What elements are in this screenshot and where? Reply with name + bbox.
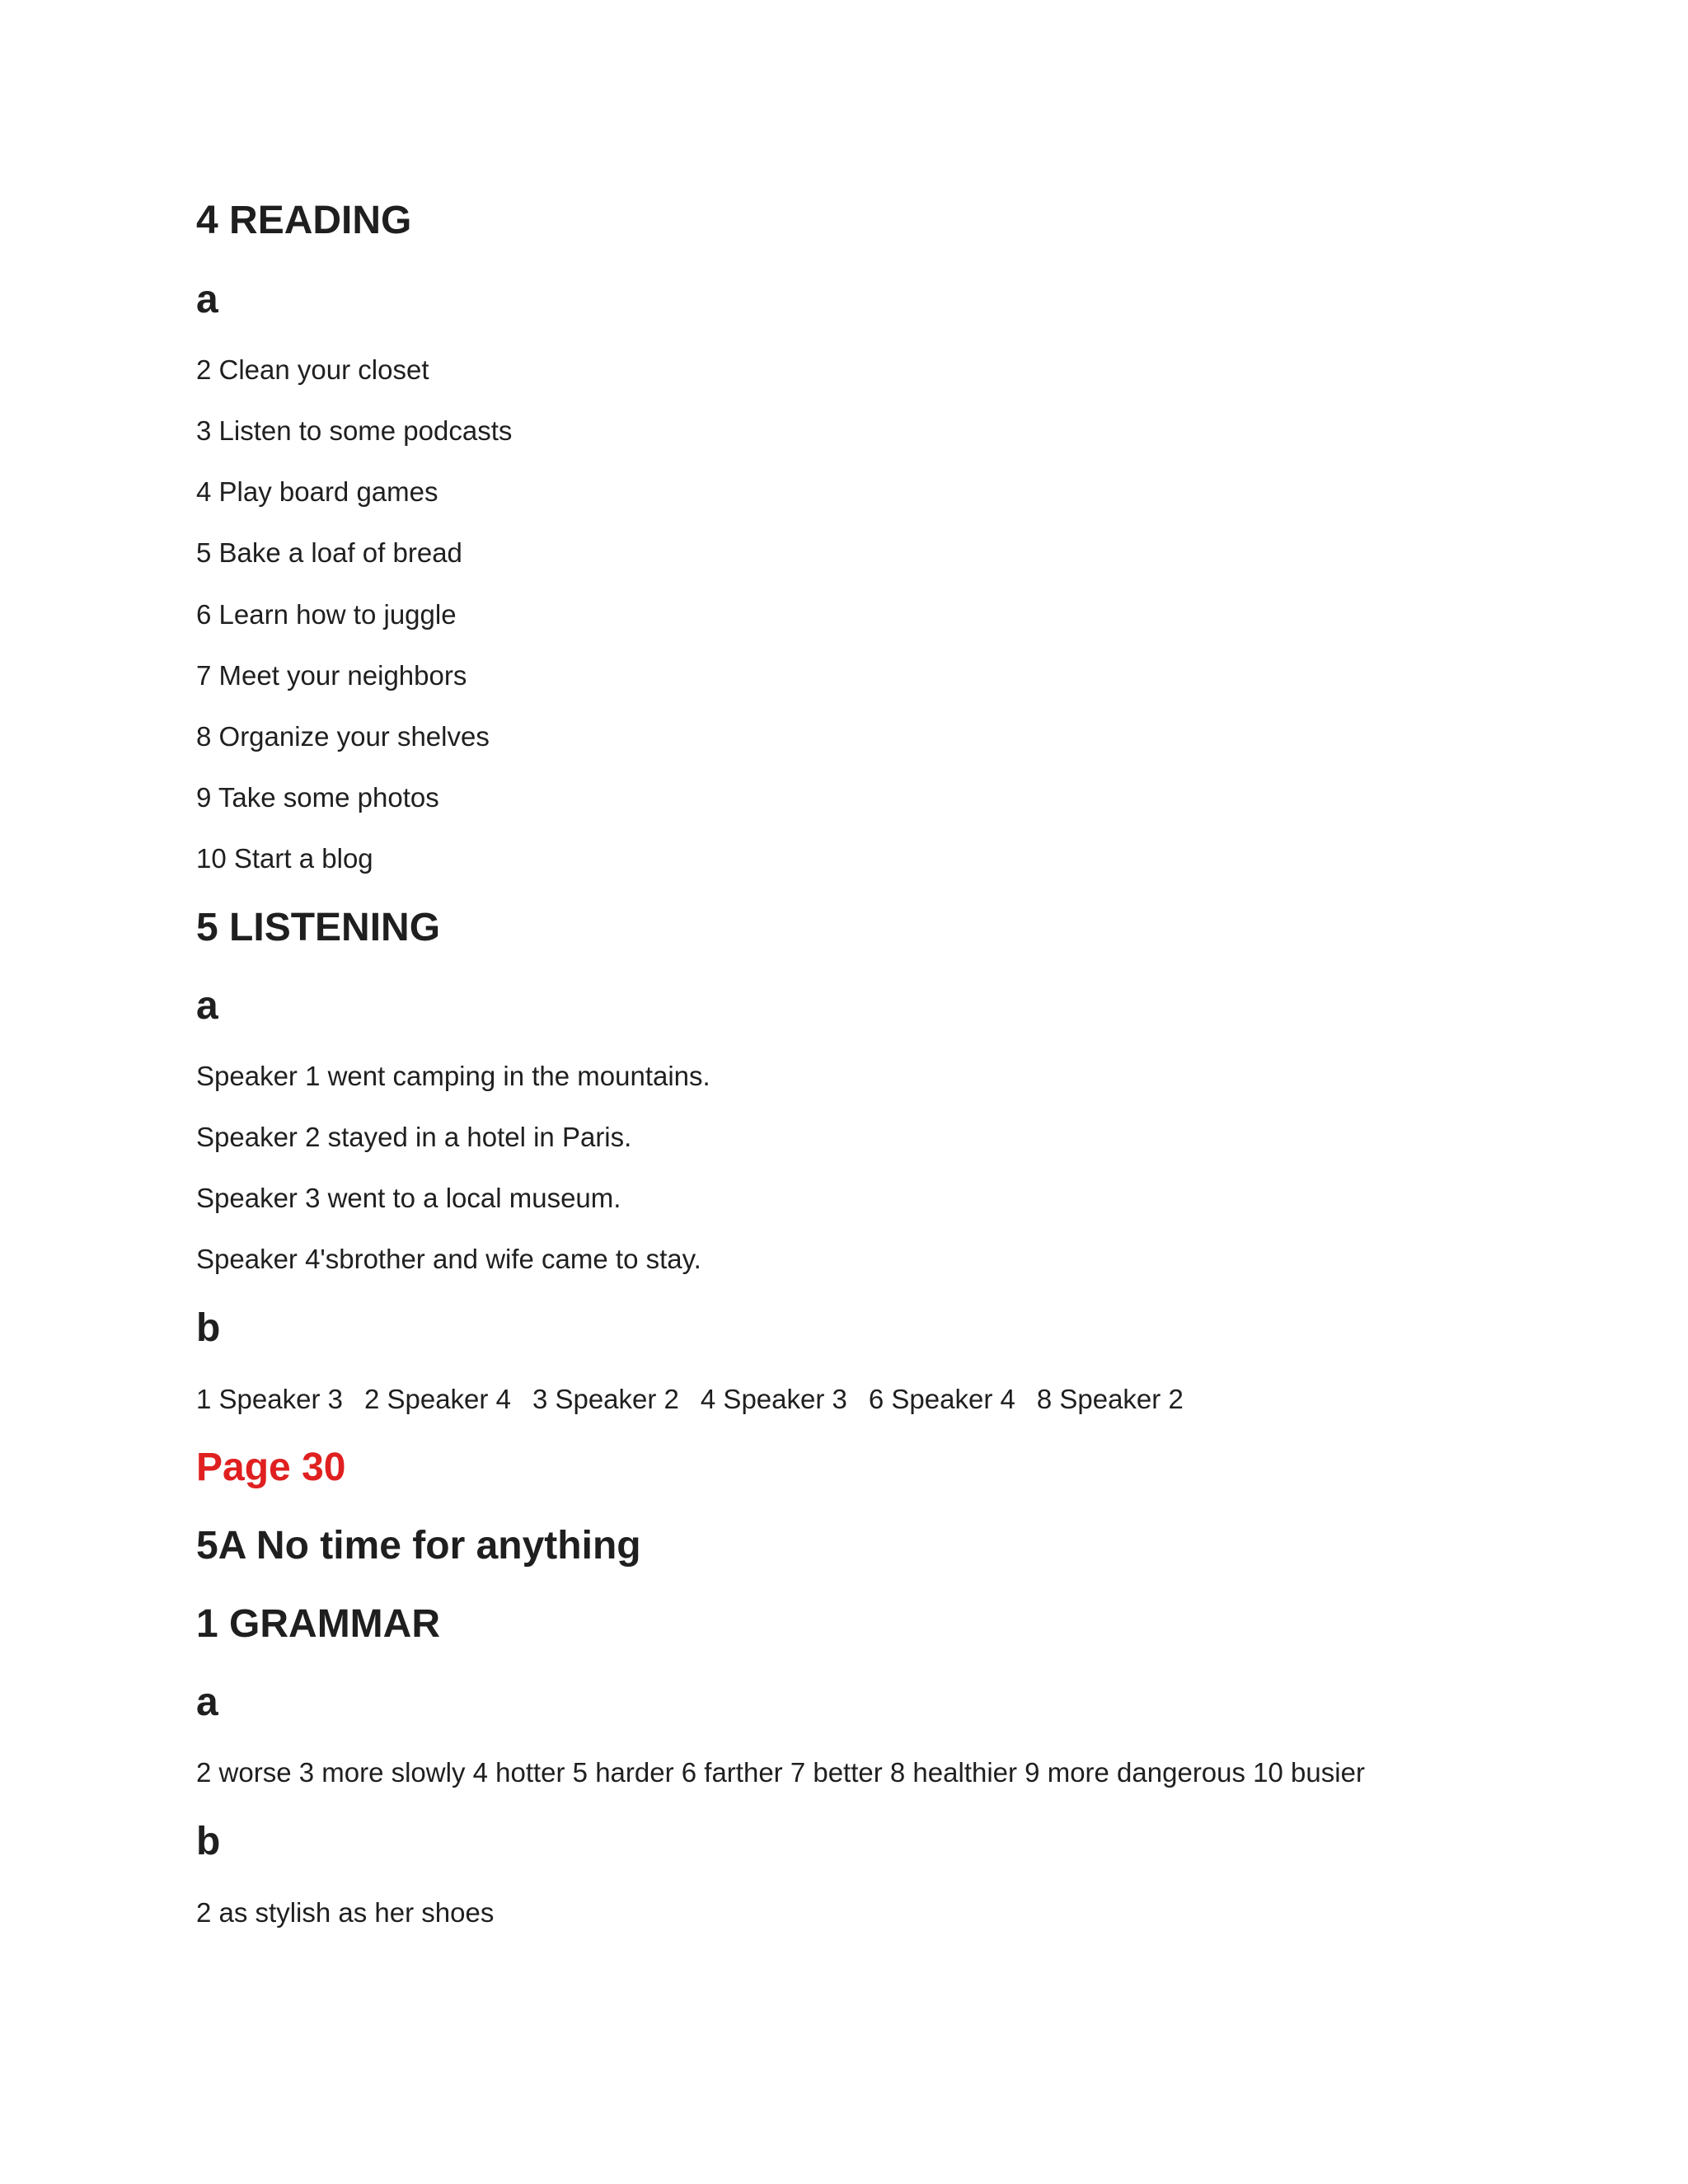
reading-item: 7 Meet your neighbors: [196, 660, 467, 691]
speaker-answers-row: [196, 1381, 1205, 1418]
grammar-heading: 1 GRAMMAR: [196, 1602, 440, 1646]
speaker-answer: 1 Speaker 3: [196, 1384, 343, 1414]
grammar-answer-b: 2 as stylish as her shoes: [196, 1897, 495, 1928]
listening-item: Speaker 4'sbrother and wife came to stay.: [196, 1244, 701, 1274]
listening-item: Speaker 3 went to a local museum.: [196, 1183, 621, 1213]
listening-item: Speaker 2 stayed in a hotel in Paris.: [196, 1122, 632, 1152]
reading-item: 3 Listen to some podcasts: [196, 415, 513, 446]
speaker-answer: 6 Speaker 4: [868, 1384, 1015, 1414]
reading-item: 10 Start a blog: [196, 843, 373, 874]
listening-heading: 5 LISTENING: [196, 906, 441, 949]
speaker-answer: 4 Speaker 3: [700, 1384, 847, 1414]
speaker-answer: 2 Speaker 4: [363, 1384, 511, 1414]
grammar-subheading-b: b: [196, 1820, 221, 1863]
reading-item: 8 Organize your shelves: [196, 721, 490, 752]
reading-item: 9 Take some photos: [196, 782, 439, 813]
unit-title: 5A No time for anything: [196, 1524, 641, 1568]
reading-subheading-a: a: [196, 278, 218, 321]
speaker-answer: 8 Speaker 2: [1036, 1384, 1184, 1414]
listening-subheading-a: a: [196, 984, 218, 1028]
reading-item: 2 Clean your closet: [196, 354, 429, 385]
page-marker: Page 30: [196, 1446, 346, 1489]
speaker-answer: 3 Speaker 2: [532, 1384, 679, 1414]
listening-item: Speaker 1 went camping in the mountains.: [196, 1061, 710, 1091]
reading-item: 5 Bake a loaf of bread: [196, 537, 462, 568]
reading-heading: 4 READING: [196, 199, 412, 242]
listening-subheading-b: b: [196, 1306, 221, 1350]
reading-item: 6 Learn how to juggle: [196, 599, 457, 630]
grammar-answer-a: 2 worse 3 more slowly 4 hotter 5 harder 6 farther 7 better 8 healthier 9 more dangerous 10 busier: [196, 1757, 1365, 1788]
grammar-subheading-a: a: [196, 1680, 218, 1724]
reading-item: 4 Play board games: [196, 476, 438, 507]
